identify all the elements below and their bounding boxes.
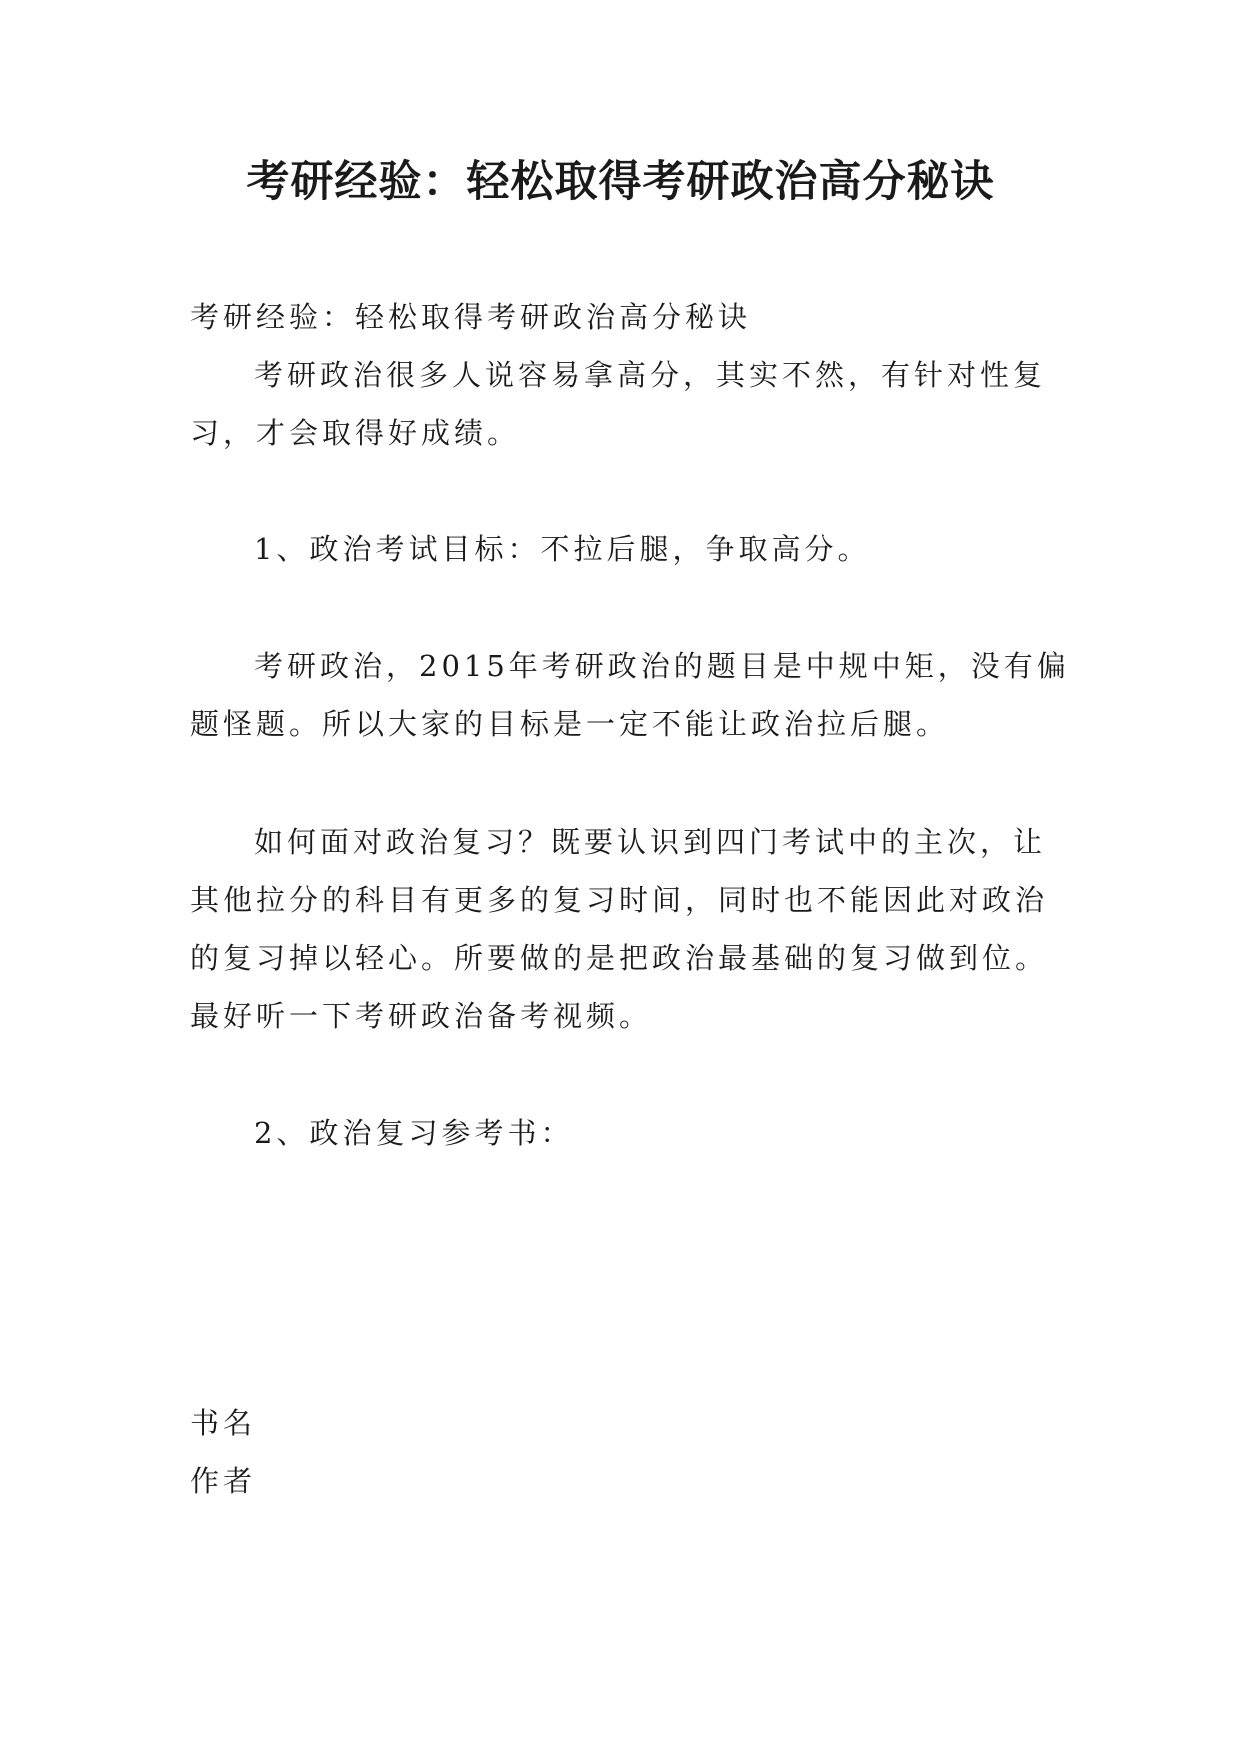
author-label: 作者 [190, 1464, 257, 1498]
paragraph-exam-content: 考研政治，2015年考研政治的题目是中规中矩，没有偏题怪题。所以大家的目标是一定不能让政治拉后腿。 [190, 649, 1070, 741]
intro-paragraph: 考研政治很多人说容易拿高分，其实不然，有针对性复习，才会取得好成绩。 [190, 358, 1047, 450]
paragraph-review-approach: 如何面对政治复习？既要认识到四门考试中的主次，让其他拉分的科目有更多的复习时间，同时也不能因此对政治的复习掉以轻心。所要做的是把政治最基础的复习做到位。最好听一下考研政治备考视频。 [190, 825, 1049, 1033]
document-title: 考研经验：轻松取得考研政治高分秘诀 [246, 157, 995, 207]
document-subtitle: 考研经验：轻松取得考研政治高分秘诀 [190, 300, 752, 334]
section-2-heading: 2、政治复习参考书： [254, 1116, 574, 1150]
section-1-heading: 1、政治考试目标：不拉后腿，争取高分。 [254, 532, 871, 566]
book-name-label: 书名 [190, 1406, 257, 1440]
